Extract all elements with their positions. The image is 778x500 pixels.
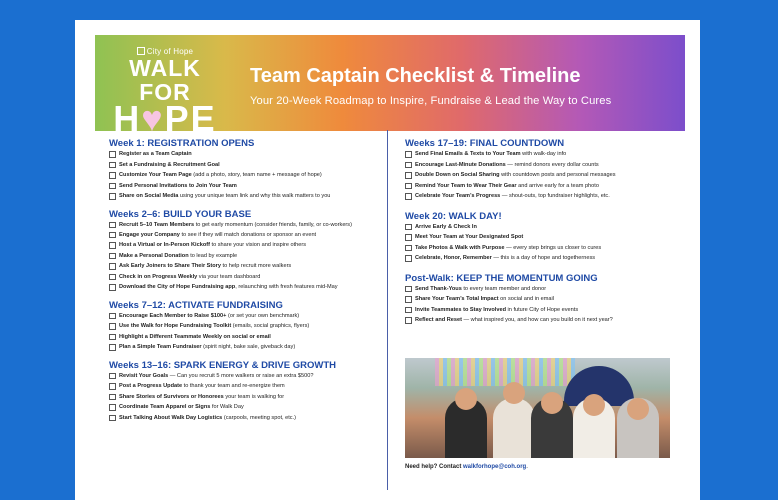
item-bold: Host a Virtual or In-Person Kickoff [119, 242, 210, 248]
item-bold: Check in on Progress Weekly [119, 273, 198, 280]
checkbox[interactable] [109, 394, 116, 401]
item-text: to share your vision and inspire others [209, 242, 307, 248]
checkbox[interactable] [405, 162, 412, 169]
item-text: using your unique team link and why this walk matters to you [178, 193, 331, 199]
item-bold: Ask Early Joiners to Share Their Story [119, 263, 221, 269]
checkbox[interactable] [109, 263, 116, 270]
page-subtitle: Your 20-Week Roadmap to Inspire, Fundraise & Lead the Way to Cures [250, 95, 612, 107]
checkbox[interactable] [109, 162, 116, 169]
item-bold: Double Down on Social Sharing [415, 172, 500, 178]
photo-face [503, 382, 525, 404]
checklist-item [405, 253, 690, 264]
section-title: Weeks 7–12: ACTIVATE FUNDRAISING [109, 299, 283, 311]
checkbox[interactable] [405, 193, 412, 200]
checkbox[interactable] [405, 307, 412, 314]
header-banner [95, 35, 685, 139]
checkbox[interactable] [109, 274, 116, 281]
item-bold: Highlight a Different Teammate Weekly on social or email [119, 333, 271, 340]
item-text: (add a photo, story, team name + message of hope) [191, 172, 322, 178]
checklist [405, 284, 690, 326]
checkbox[interactable] [405, 224, 412, 231]
item-text: — every step brings us closer to cures [504, 244, 602, 251]
item-text: (spirit night, bake sale, giveback day) [201, 344, 296, 350]
checklist-item [109, 282, 379, 293]
section-title: Weeks 17–19: FINAL COUNTDOWN [405, 138, 565, 149]
heart-icon: ♥ [141, 98, 165, 139]
help-prefix: Need help? Contact [405, 464, 464, 470]
item-bold: Download the City of Hope Fundraising app [119, 284, 236, 290]
checklist [405, 149, 690, 202]
section-weeks-13-16 [109, 360, 379, 424]
checklist-item [109, 413, 379, 424]
item-text: on social and in email [498, 296, 554, 302]
checkbox[interactable] [109, 242, 116, 249]
checklist-item [109, 381, 379, 392]
item-text: to see if they will match donations or sponsor an event [179, 231, 317, 238]
section-weeks-17-19 [405, 138, 690, 202]
item-bold: Customize Your Team Page [119, 172, 192, 178]
checklist-item [109, 272, 379, 283]
item-bold: Share Your Team’s Total Impact [415, 296, 499, 302]
section-week-1 [109, 138, 379, 202]
checklist [109, 220, 379, 293]
logo-hope-pe: PE [164, 98, 217, 139]
checklist-item [405, 149, 690, 160]
checklist [109, 371, 379, 424]
item-bold: Send Final Emails & Texts to Your Team [415, 151, 521, 157]
checklist-item [109, 321, 379, 332]
checklist-item [109, 240, 379, 251]
section-weeks-7-12 [109, 300, 379, 353]
checklist-item [109, 311, 379, 322]
help-suffix: . [526, 464, 528, 470]
checkbox[interactable] [109, 193, 116, 200]
item-bold: Invite Teammates to Stay Involved [415, 306, 506, 313]
help-email-link[interactable]: walkforhope@coh.org [463, 464, 527, 470]
item-text: via your team dashboard [197, 273, 261, 280]
section-weeks-2-6 [109, 209, 379, 293]
item-bold: Revisit Your Goals [119, 372, 169, 379]
photo-face [627, 398, 649, 420]
checklist-item [405, 315, 690, 326]
checklist-page [75, 20, 700, 500]
item-bold: Send Personal Invitations to Join Your Team [119, 182, 237, 189]
checkbox[interactable] [109, 415, 116, 422]
item-text: — this is a day of hope and togetherness [491, 255, 596, 261]
checkbox[interactable] [405, 296, 412, 303]
item-bold: Use the Walk for Hope Fundraising Toolkit [119, 323, 232, 329]
item-bold: Meet Your Team at Your Designated Spot [415, 234, 524, 240]
photo-person [493, 398, 535, 458]
section-post-walk [405, 273, 690, 326]
checklist-item [405, 294, 690, 305]
checklist-item [405, 284, 690, 295]
checkbox[interactable] [405, 245, 412, 252]
section-title: Weeks 13–16: SPARK ENERGY & DRIVE GROWTH [109, 359, 337, 371]
item-bold: Take Photos & Walk with Purpose [415, 244, 505, 251]
section-title: Week 1: REGISTRATION OPENS [109, 138, 255, 149]
checklist-item [109, 160, 379, 171]
checkbox[interactable] [405, 286, 412, 293]
item-bold: Engage your Company [119, 231, 180, 238]
checklist-item [109, 402, 379, 413]
item-bold: Register as a Team Captain [119, 151, 192, 157]
right-column [405, 138, 690, 326]
checkbox[interactable] [109, 284, 116, 291]
item-text: for Walk Day [210, 404, 244, 410]
checklist-item [405, 191, 690, 202]
item-text: in future City of Hope events [505, 306, 579, 313]
checklist [109, 149, 379, 202]
checklist-item [109, 251, 379, 262]
photo-face [541, 392, 563, 414]
photo-face [455, 388, 477, 410]
checkbox[interactable] [109, 344, 116, 351]
checkbox[interactable] [109, 172, 116, 179]
item-bold: Celebrate Your Team’s Progress [415, 193, 501, 199]
checkbox[interactable] [109, 232, 116, 239]
item-bold: Recruit 5–10 Team Members [119, 221, 195, 228]
checkbox[interactable] [109, 334, 116, 341]
left-column [109, 138, 379, 423]
column-divider [387, 130, 388, 490]
item-text: and arrive early for a team photo [516, 182, 599, 189]
checkbox[interactable] [109, 313, 116, 320]
checklist-item [109, 230, 379, 241]
item-text: , relaunching with fresh features mid-May [235, 284, 338, 290]
item-bold: Encourage Last-Minute Donations [415, 161, 506, 168]
logo-hope-h: H [113, 98, 142, 139]
photo-face [583, 394, 605, 416]
checklist-item [109, 181, 379, 192]
checkbox[interactable] [109, 151, 116, 158]
checklist [109, 311, 379, 353]
item-bold: Remind Your Team to Wear Their Gear [415, 182, 517, 189]
checklist-item [109, 261, 379, 272]
checklist-item [405, 243, 690, 254]
item-text: to every team member and donor [461, 285, 547, 292]
item-bold: Reflect and Reset [415, 317, 462, 323]
checkbox[interactable] [109, 373, 116, 380]
checklist-item [109, 342, 379, 353]
item-bold: Share on Social Media [119, 193, 179, 199]
city-of-hope-brand: City of Hope [113, 47, 217, 56]
item-bold: Make a Personal Donation [119, 252, 189, 259]
checkbox[interactable] [405, 317, 412, 324]
checklist-item [405, 170, 690, 181]
item-text: — remind donors every dollar counts [505, 161, 599, 168]
checklist-item [109, 170, 379, 181]
checkbox[interactable] [405, 172, 412, 179]
checkbox[interactable] [109, 183, 116, 190]
walk-for-hope-logo [113, 47, 217, 139]
item-bold: Share Stories of Survivors or Honorees [119, 393, 224, 400]
checklist-item [109, 332, 379, 343]
item-text: with walk-day info [520, 151, 567, 157]
section-title: Weeks 2–6: BUILD YOUR BASE [109, 208, 252, 220]
checkbox[interactable] [109, 323, 116, 330]
section-title: Post-Walk: KEEP THE MOMENTUM GOING [405, 272, 598, 284]
item-text: to thank your team and re-energize them [182, 383, 285, 389]
checklist-item [405, 222, 690, 233]
section-week-20 [405, 211, 690, 264]
item-text: (emails, social graphics, flyers) [231, 323, 310, 329]
checkbox[interactable] [405, 183, 412, 190]
item-text: your team is walking for [223, 393, 285, 400]
item-bold: Start Talking About Walk Day Logistics [119, 414, 223, 421]
item-bold: Encourage Each Member to Raise $100+ [119, 312, 227, 319]
checkbox[interactable] [109, 404, 116, 411]
item-text: — shout-outs, top fundraiser highlights, etc. [500, 193, 610, 199]
checklist-item [405, 305, 690, 316]
checkbox[interactable] [405, 151, 412, 158]
item-text: — Can you recruit 5 more walkers or raise an extra $500? [168, 372, 314, 379]
photo-decoration [435, 358, 575, 386]
item-text: to get early momentum (consider friends, family, or co-workers) [194, 221, 352, 228]
checkbox[interactable] [109, 253, 116, 260]
item-text: with countdown posts and personal messages [499, 172, 616, 178]
checklist-item [405, 232, 690, 243]
item-bold: Coordinate Team Apparel or Signs [119, 404, 211, 410]
item-bold: Set a Fundraising & Recruitment Goal [119, 161, 220, 168]
checklist-item [405, 181, 690, 192]
checkbox[interactable] [405, 234, 412, 241]
item-text: to help recruit more walkers [220, 263, 292, 269]
checklist [405, 222, 690, 264]
checklist-item [109, 392, 379, 403]
item-text: to lead by example [188, 252, 238, 259]
checklist-item [109, 220, 369, 230]
checkbox[interactable] [109, 222, 116, 229]
item-bold: Plan a Simple Team Fundraiser [119, 344, 202, 350]
logo-hope [113, 98, 217, 139]
help-footer [405, 464, 528, 470]
page-title: Team Captain Checklist & Timeline [250, 65, 581, 87]
checklist-item [109, 149, 379, 160]
checklist-item [405, 160, 690, 171]
item-bold: Celebrate, Honor, Remember [415, 255, 492, 261]
item-bold: Post a Progress Update [119, 383, 183, 389]
checkbox[interactable] [109, 383, 116, 390]
item-bold: Arrive Early & Check In [415, 223, 477, 230]
item-text: (or set your own benchmark) [226, 312, 300, 319]
item-text: (carpools, meeting spot, etc.) [222, 414, 296, 421]
item-bold: Send Thank-Yous [415, 285, 462, 292]
team-photo [405, 358, 670, 458]
item-text: — what inspired you, and how can you build on it next year? [461, 317, 613, 323]
checklist-item [109, 371, 379, 382]
checkbox[interactable] [405, 255, 412, 262]
logo-walk-for: WALK FOR [129, 55, 201, 105]
checklist-item [109, 191, 379, 202]
section-title: Week 20: WALK DAY! [405, 210, 502, 222]
